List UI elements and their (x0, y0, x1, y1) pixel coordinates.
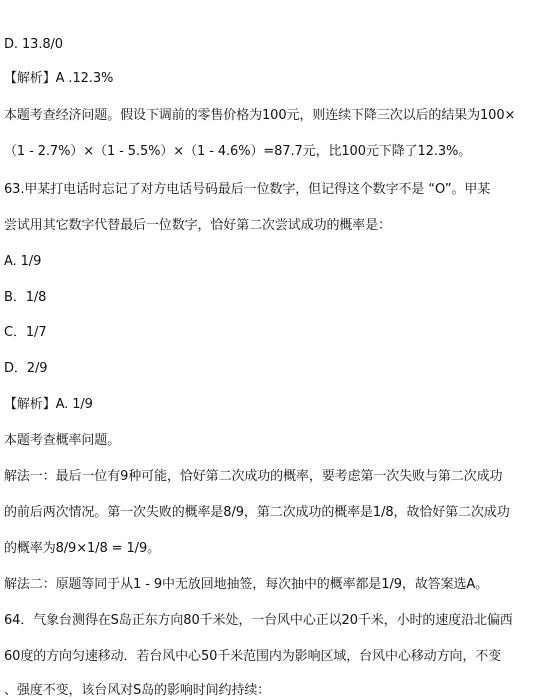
question-64-line-2: 60度的方向匀速移动．若台风中心50千米范围内为影响区域，台风中心移动方向，不变 (4, 649, 502, 664)
question-64-line-1: 64．气象台测得在S岛正东方向80千米处，一台风中心正以20千米，小时的速度沿北偏西 (4, 613, 513, 628)
analysis-answer: 【解析】A. 1/9 (4, 397, 93, 412)
method-1-line-3: 的概率为8/9×1/8 = 1/9。 (4, 541, 161, 556)
question-63-line-2: 尝试用其它数字代替最后一位数字，恰好第二次尝试成功的概率是： (4, 218, 392, 233)
method-1-line-2: 的前后两次情况。第一次失败的概率是8/9，第二次成功的概率是1/8，故恰好第二次成功 (4, 505, 510, 520)
explanation-line-2: （1 - 2.7%）×（1 - 5.5%）×（1 - 4.6%）=87.7元，比100元下降了12.3%。 (4, 144, 472, 159)
method-1-line-1: 解法一：最后一位有9种可能，恰好第二次成功的概率，要考虑第一次失败与第二次成功 (4, 469, 503, 484)
option-b: B．1/8 (4, 290, 47, 305)
question-63-line-1: 63.甲某打电话时忘记了对方电话号码最后一位数字，但记得这个数字不是 “O”。甲某 (4, 182, 491, 197)
option-c: C．1/7 (4, 325, 47, 340)
option-d: D．2/9 (4, 361, 48, 376)
method-2-line: 解法二：原题等同于从1 - 9中无放回地抽签，每次抽中的概率都是1/9，故答案选A。 (4, 577, 489, 592)
topic-line: 本题考查概率问题。 (4, 433, 121, 448)
question-64-line-3: 、强度不变，该台风对S岛的影响时间约持续： (4, 683, 271, 698)
option-d-previous: D. 13.8/0 (4, 37, 63, 52)
analysis-answer-previous: 【解析】A .12.3% (4, 71, 114, 86)
option-a: A. 1/9 (4, 254, 42, 269)
explanation-line-1: 本题考查经济问题。假设下调前的零售价格为100元，则连续下降三次以后的结果为100× (4, 108, 516, 123)
